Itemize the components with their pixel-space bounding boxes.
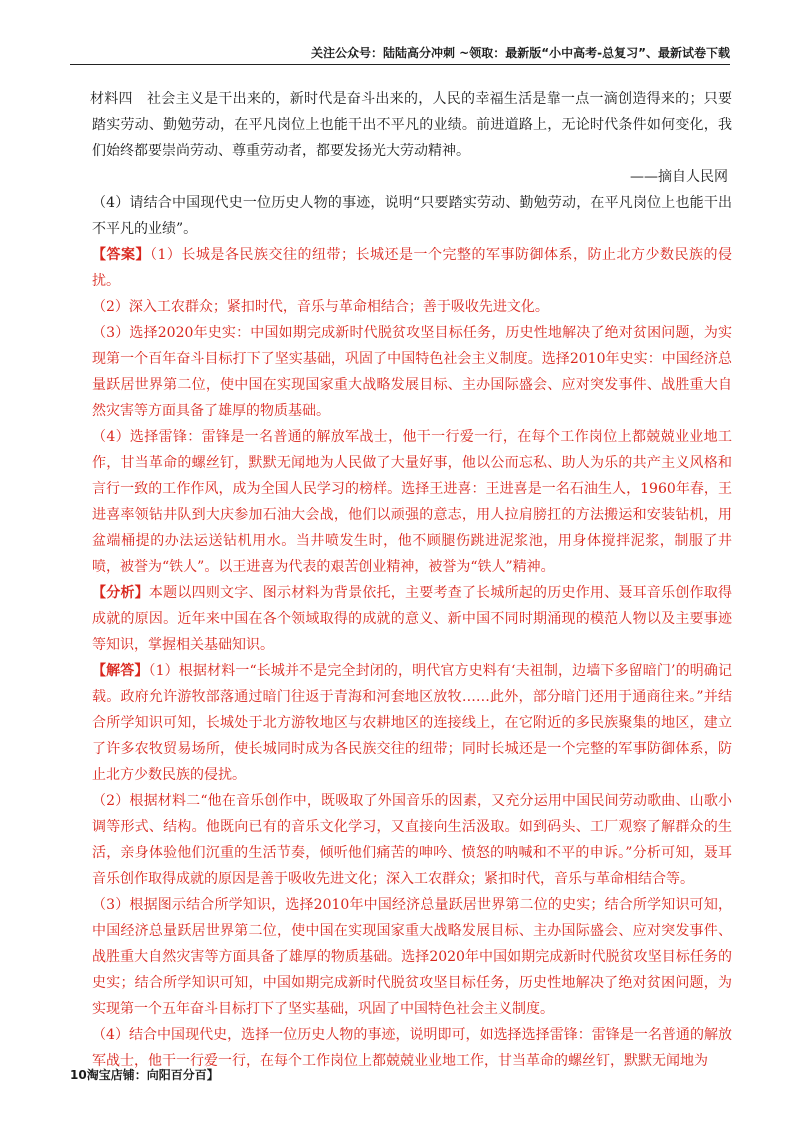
page-header xyxy=(70,44,730,65)
page-number: 10 xyxy=(70,1068,87,1082)
question-four: （4）请结合中国现代史一位历史人物的事迹，说明“只要踏实劳动、勤勉劳动，在平凡岗位上也能干出不平凡的业绩”。 xyxy=(92,195,732,237)
header-text: 关注公众号：陆陆高分冲刺 ~领取：最新版“小中高考-总复习”、最新试卷下载 xyxy=(311,46,730,60)
answer-item-2: （2）深入工农群众；紧扣时代，音乐与革命相结合；善于吸收先进文化。 xyxy=(92,299,549,315)
analysis-label: 【分析】 xyxy=(92,585,149,601)
solution-item-4: （4）结合中国现代史，选择一位历史人物的事迹，说明即可，如选择选择雷锋：雷锋是一名普通的解放军战士，他干一行爱一行，在每个工作岗位上都兢兢业业地工作，甘当革命的螺丝钉，默默无闻地为 xyxy=(92,1027,732,1069)
footer-text: 淘宝店铺：向阳百分百】 xyxy=(86,1068,219,1082)
page-footer xyxy=(70,1066,219,1083)
solution-item-1-text: （1）根据材料一“长城并不是完全封闭的，明代官方史料有‘夫祖制，边墙下多留暗门’的明确记载。政府允许游牧部落通过暗门往返于青海和河套地区放牧……此外，部分暗门还用于通商往来。”并结合所学知识可知，长城处于北方游牧地区与农耕地区的连接线上，在它附近的多民族聚集的地区，建立了许多农牧贸易场所，使长城同时成为各民族交往的纽带；同时长城还是一个完整的军事防御体系，防止北方少数民族的侵扰。 xyxy=(92,663,732,783)
material-four xyxy=(92,86,732,164)
answer-item-4: （4）选择雷锋：雷锋是一名普通的解放军战士，他干一行爱一行，在每个工作岗位上都兢兢业业地工作，甘当革命的螺丝钉，默默无闻地为人民做了大量好事，他以公而忘私、助人为乐的共产主义风格和言行一致的工作作风，成为全国人民学习的榜样。选择王进喜：王进喜是一名石油生人，1960年春，王进喜率领钻井队到大庆参加石油大会战，他们以顽强的意志，用人拉肩膀扛的方法搬运和安装钻机，用盆端桶提的办法运送钻机用水。当井喷发生时，他不顾腿伤跳进泥浆池，用身体搅拌泥浆，制服了井喷，被誉为“铁人”。以王进喜为代表的艰苦创业精神，被誉为“铁人”精神。 xyxy=(92,429,732,575)
page-content xyxy=(92,86,732,1074)
answer-item-3: （3）选择2020年史实：中国如期完成新时代脱贫攻坚目标任务，历史性地解决了绝对贫困问题，为实现第一个百年奋斗目标打下了坚实基础，巩固了中国特色社会主义制度。选择2010年史实：中国经济总量跃居世界第二位，使中国在实现国家重大战略发展目标、主办国际盛会、应对突发事件、战胜重大自然灾害等方面具备了雄厚的物质基础。 xyxy=(92,325,732,419)
analysis xyxy=(92,580,732,658)
answer-item-1 xyxy=(92,242,732,294)
solution-label: 【解答】 xyxy=(92,663,149,679)
answer-label: 【答案】 xyxy=(92,247,151,263)
solution-item-1 xyxy=(92,658,732,788)
analysis-text: 本题以四则文字、图示材料为背景依托，主要考查了长城所起的历史作用、聂耳音乐创作取得成就的原因。近年来中国在各个领域取得的成就的意义、新中国不同时期涌现的模范人物以及主要事迹等知识，掌握相关基础知识。 xyxy=(92,585,733,653)
material-four-label: 材料四 xyxy=(90,91,133,107)
material-four-source: ——摘自人民网 xyxy=(630,169,728,185)
answer-item-1-text: （1）长城是各民族交往的纽带；长城还是一个完整的军事防御体系，防止北方少数民族的侵扰。 xyxy=(92,247,733,289)
material-four-text: 社会主义是干出来的，新时代是奋斗出来的，人民的幸福生活是靠一点一滴创造得来的；只要踏实劳动、勤勉劳动，在平凡岗位上也能干出不平凡的业绩。前进道路上，无论时代条件如何变化，我们始终都要崇尚劳动、尊重劳动者，都要发扬光大劳动精神。 xyxy=(92,91,733,159)
solution-item-2: （2）根据材料二“他在音乐创作中，既吸取了外国音乐的因素，又充分运用中国民间劳动歌曲、山歌小调等形式、结构。他既向已有的音乐文化学习，又直接向生活汲取。如到码头、工厂观察了解群众的生活，亲身体验他们沉重的生活节奏，倾听他们痛苦的呻吟、愤怒的呐喊和不平的申诉。”分析可知，聂耳音乐创作取得成就的原因是善于吸收先进文化；深入工农群众；紧扣时代，音乐与革命相结合等。 xyxy=(92,793,732,887)
solution-item-3: （3）根据图示结合所学知识，选择2010年中国经济总量跃居世界第二位的史实；结合所学知识可知，中国经济总量跃居世界第二位，使中国在实现国家重大战略发展目标、主办国际盛会、应对突发事件、战胜重大自然灾害等方面具备了雄厚的物质基础。选择2020年中国如期完成新时代脱贫攻坚目标任务的史实；结合所学知识可知，中国如期完成新时代脱贫攻坚目标任务，历史性地解决了绝对贫困问题，为实现第一个五年奋斗目标打下了坚实基础，巩固了中国特色社会主义制度。 xyxy=(92,897,732,1017)
